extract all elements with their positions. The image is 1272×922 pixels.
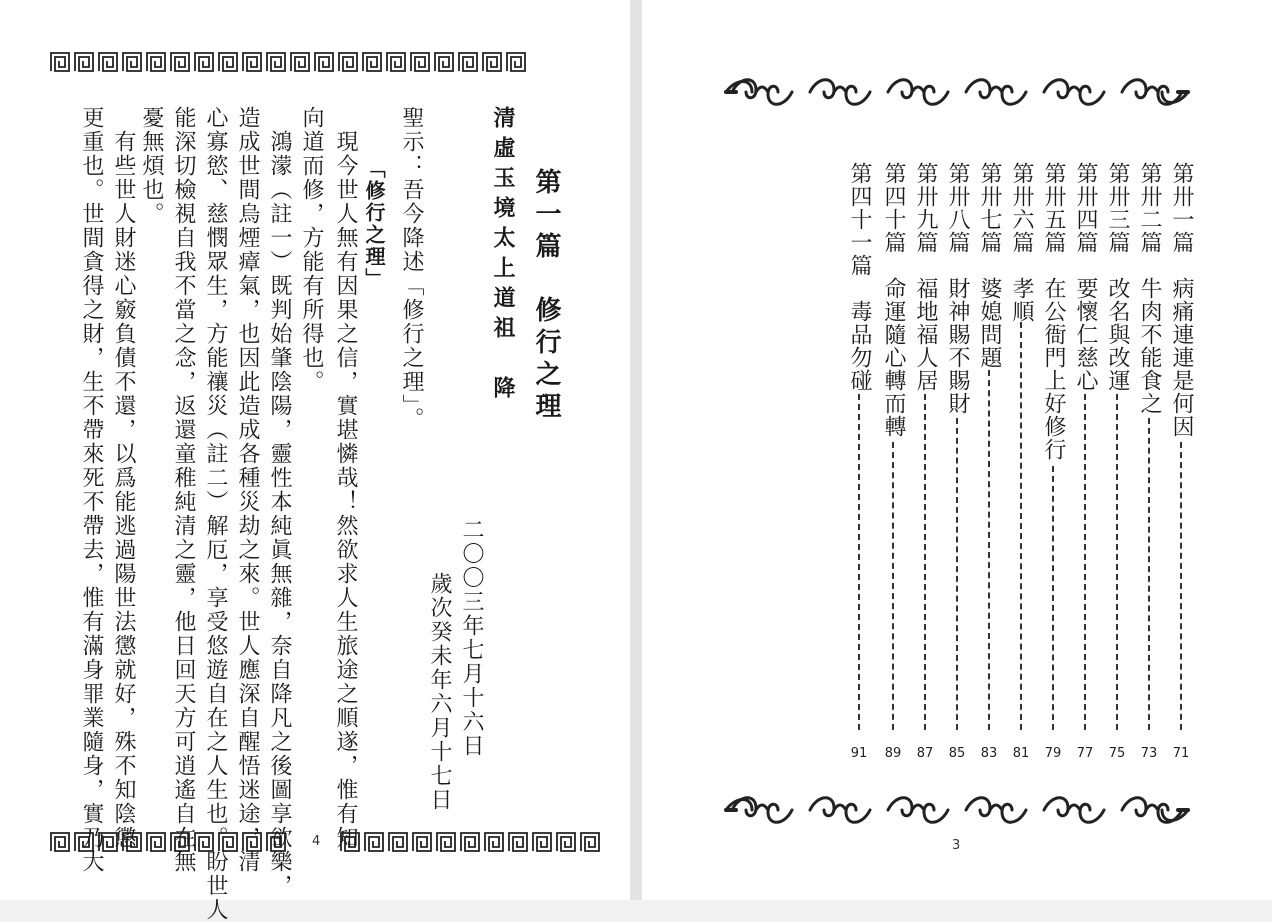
author-line: 清虛玉境太上道祖 降 <box>490 106 516 406</box>
toc-spacer <box>1105 254 1130 277</box>
greek-key-icon <box>50 832 70 854</box>
date-line-gregorian: 二〇〇三年七月十六日 <box>459 518 484 758</box>
greek-key-icon <box>436 832 456 854</box>
toc-chapter-number: 第卅一篇 <box>1169 162 1194 254</box>
greek-key-icon <box>482 52 502 74</box>
greek-key-icon <box>508 832 528 854</box>
toc-spacer <box>1169 254 1194 277</box>
toc-entry[interactable] <box>1010 162 1032 323</box>
toc-chapter-number: 第卅七篇 <box>977 162 1002 254</box>
toc-spacer <box>1009 254 1034 277</box>
toc-page-number: 75 <box>1108 746 1126 761</box>
left-page <box>0 0 630 922</box>
toc-leader-dashes <box>924 394 926 730</box>
greek-key-icon <box>338 52 358 74</box>
toc-page-number: 81 <box>1012 746 1030 761</box>
greek-key-icon <box>218 52 238 74</box>
toc-entry[interactable] <box>1074 162 1096 392</box>
greek-key-icon <box>98 52 118 74</box>
toc-title: 婆媳問題 <box>977 277 1002 369</box>
toc-leader-dashes <box>892 442 894 730</box>
toc-spacer <box>977 254 1002 277</box>
body-column: 聖示：吾今降述「修行之理」。 <box>399 106 424 431</box>
greek-key-icon <box>50 52 70 74</box>
greek-key-icon <box>146 832 166 854</box>
toc-page-number: 77 <box>1076 746 1094 761</box>
greek-key-icon <box>386 52 406 74</box>
body-column: 心寡慾、慈憫眾生，方能禳災（註二）解厄，享受悠遊自在之人生也。盼世人 <box>203 106 228 922</box>
toc-chapter-number: 第卅四篇 <box>1073 162 1098 254</box>
greek-key-icon <box>532 832 552 854</box>
toc-leader-dashes <box>1052 466 1054 730</box>
greek-key-icon <box>122 52 142 74</box>
greek-key-icon <box>314 52 334 74</box>
toc-entry[interactable] <box>946 162 968 415</box>
greek-key-icon <box>388 832 408 854</box>
toc-title: 財神賜不賜財 <box>945 277 970 415</box>
toc-page-number: 73 <box>1140 746 1158 761</box>
body-column: 向道而修，方能有所得也。 <box>299 106 324 394</box>
greek-key-icon <box>364 832 384 854</box>
toc-spacer <box>1041 254 1066 277</box>
toc-chapter-number: 第四十一篇 <box>847 162 872 277</box>
greek-key-icon <box>460 832 480 854</box>
body-column: 現今世人無有因果之信，實堪憐哉！然欲求人生旅途之順遂，惟有知 <box>333 106 358 850</box>
toc-chapter-number: 第四十篇 <box>881 162 906 254</box>
toc-title: 孝順 <box>1009 277 1034 323</box>
toc-page-number: 87 <box>916 746 934 761</box>
greek-key-icon <box>412 832 432 854</box>
greek-key-icon <box>434 52 454 74</box>
date-line-lunar: 歲次癸未年六月十七日 <box>427 572 452 812</box>
toc-entry[interactable] <box>1042 162 1064 461</box>
toc-chapter-number: 第卅二篇 <box>1137 162 1162 254</box>
toc-chapter-number: 第卅五篇 <box>1041 162 1066 254</box>
toc-page-number: 83 <box>980 746 998 761</box>
chapter-title: 第一篇 修行之理 <box>531 168 561 424</box>
toc-chapter-number: 第卅八篇 <box>945 162 970 254</box>
greek-key-icon <box>556 832 576 854</box>
toc-chapter-number: 第卅三篇 <box>1105 162 1130 254</box>
toc-spacer <box>847 277 872 300</box>
greek-key-icon <box>290 52 310 74</box>
toc-entry[interactable] <box>848 162 870 392</box>
toc-spacer <box>1137 254 1162 277</box>
greek-key-icon <box>580 832 600 854</box>
toc-leader-dashes <box>1180 442 1182 730</box>
toc-title: 命運隨心轉而轉 <box>881 277 906 438</box>
greek-key-icon <box>74 52 94 74</box>
toc-spacer <box>881 254 906 277</box>
right-page <box>642 0 1272 900</box>
toc-entry[interactable] <box>1106 162 1128 392</box>
page-number: 4 <box>312 834 321 849</box>
greek-key-icon <box>194 52 214 74</box>
toc-spacer <box>1073 254 1098 277</box>
greek-key-icon <box>266 52 286 74</box>
greek-key-icon <box>146 52 166 74</box>
toc-spacer <box>945 254 970 277</box>
toc-leader-dashes <box>1020 322 1022 730</box>
body-column: 鴻濛（註一）既判始肇陰陽，靈性本純眞無雜，奈自降凡之後圖享欲樂， <box>267 106 292 898</box>
greek-key-icon <box>458 52 478 74</box>
body-column: 有些世人財迷心竅負債不還，以爲能逃過陽世法懲就好，殊不知陰懲 <box>111 106 136 850</box>
toc-page-number: 89 <box>884 746 902 761</box>
section-heading: 「修行之理」 <box>362 158 386 290</box>
greek-key-icon <box>362 52 382 74</box>
toc-leader-dashes <box>858 394 860 730</box>
toc-page-number: 71 <box>1172 746 1190 761</box>
greek-key-icon <box>170 52 190 74</box>
toc-leader-dashes <box>956 418 958 730</box>
body-column: 造成世間烏煙瘴氣，也因此造成各種災劫之來。世人應深自醒悟迷途，清 <box>235 106 260 874</box>
toc-page-number: 79 <box>1044 746 1062 761</box>
greek-key-border-top <box>50 52 526 74</box>
toc-title: 牛肉不能食之 <box>1137 277 1162 415</box>
greek-key-border-bottom-right <box>340 832 600 854</box>
body-column: 憂無煩也。 <box>139 106 164 226</box>
greek-key-icon <box>484 832 504 854</box>
toc-leader-dashes <box>1116 394 1118 730</box>
toc-chapter-number: 第卅六篇 <box>1009 162 1034 254</box>
greek-key-icon <box>242 52 262 74</box>
toc-entry[interactable] <box>1138 162 1160 415</box>
toc-page-number: 91 <box>850 746 868 761</box>
toc-title: 改名與改運 <box>1105 277 1130 392</box>
toc-title: 要懷仁慈心 <box>1073 277 1098 392</box>
page-number: 3 <box>952 838 961 853</box>
toc-leader-dashes <box>1084 394 1086 730</box>
scroll-ornament-bottom <box>722 788 1192 832</box>
scroll-ornament-top <box>722 70 1192 114</box>
toc-title: 在公衙門上好修行 <box>1041 277 1066 461</box>
greek-key-icon <box>410 52 430 74</box>
book-gutter <box>630 0 642 900</box>
toc-entry[interactable] <box>978 162 1000 369</box>
toc-entry[interactable] <box>1170 162 1192 438</box>
toc-title: 毒品勿碰 <box>847 300 872 392</box>
toc-spacer <box>913 254 938 277</box>
toc-entry[interactable] <box>914 162 936 392</box>
toc-title: 病痛連連是何因 <box>1169 277 1194 438</box>
toc-leader-dashes <box>988 370 990 730</box>
toc-chapter-number: 第卅九篇 <box>913 162 938 254</box>
body-column: 能深切檢視自我不當之念，返還童稚純清之靈，他日回天方可逍遙自在無 <box>171 106 196 874</box>
toc-title: 福地福人居 <box>913 277 938 392</box>
greek-key-icon <box>506 52 526 74</box>
toc-entry[interactable] <box>882 162 904 438</box>
body-column: 更重也。世間貪得之財，生不帶來死不帶去，惟有滿身罪業隨身，實乃大 <box>79 106 104 874</box>
toc-leader-dashes <box>1148 418 1150 730</box>
toc-page-number: 85 <box>948 746 966 761</box>
